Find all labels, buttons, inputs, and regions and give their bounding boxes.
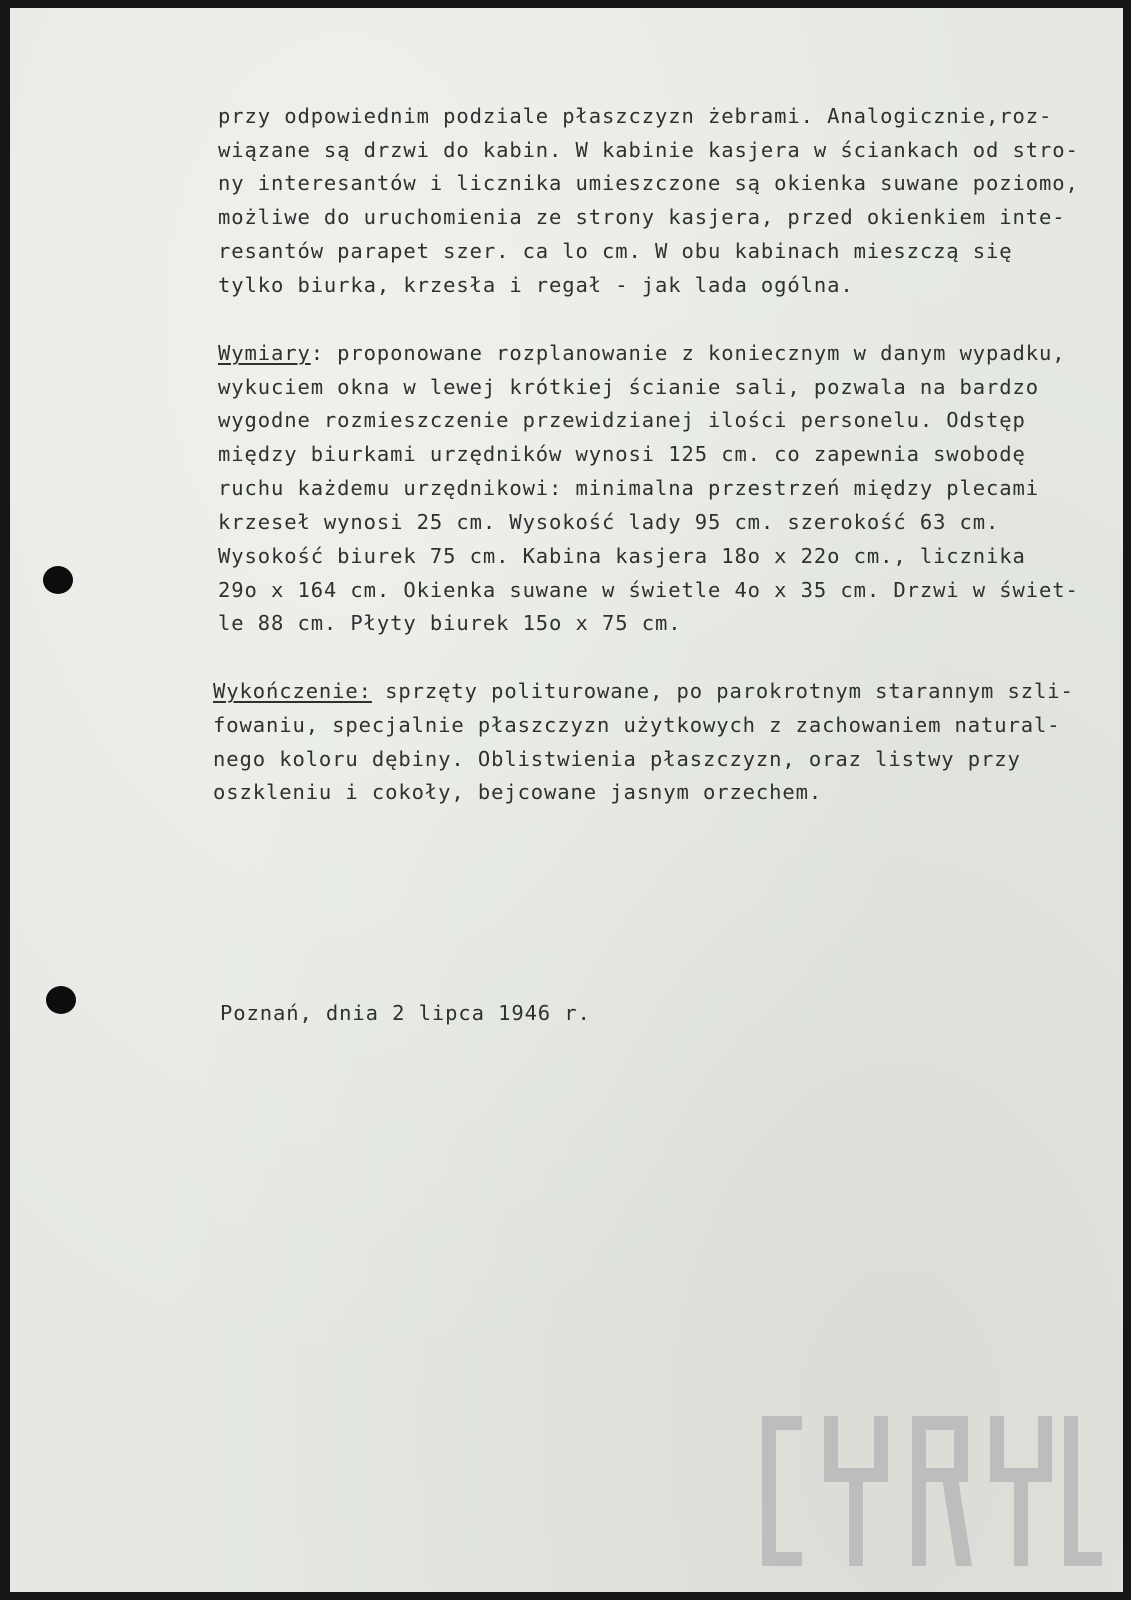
text-line: nego koloru dębiny. Oblistwienia płaszczyzn, oraz listwy przy	[213, 747, 1021, 771]
text-line: Wysokość biurek 75 cm. Kabina kasjera 18o x 22o cm., licznika	[218, 544, 1026, 568]
text-span: : proponowane rozplanowanie z koniecznym w danym wypadku,	[310, 341, 1066, 365]
text-line: wykuciem okna w lewej krótkiej ścianie sali, pozwala na bardzo	[218, 375, 1040, 399]
text-line: ny interesantów i licznika umieszczone są okienka suwane poziomo,	[218, 171, 1079, 195]
text-line: oszkleniu i cokoły, bejcowane jasnym orzechem.	[213, 780, 823, 804]
typed-text	[10, 8, 1079, 1025]
section-heading-wymiary: Wymiary	[218, 341, 311, 365]
text-line	[218, 338, 1066, 368]
text-line: tylko biurka, krzesła i regał - jak lada ogólna.	[218, 273, 854, 297]
text-line	[213, 676, 1074, 706]
text-line: wygodne rozmieszczenie przewidzianej ilości personelu. Odstęp	[218, 408, 1026, 432]
text-line: 29o x 164 cm. Okienka suwane w świetle 4o x 35 cm. Drzwi w świet-	[218, 578, 1079, 602]
text-line: między biurkami urzędników wynosi 125 cm. co zapewnia swobodę	[218, 442, 1026, 466]
cyryl-watermark-logo	[762, 1416, 1102, 1566]
text-span: sprzęty politurowane, po parokrotnym starannym szli-	[371, 679, 1074, 703]
text-line: ruchu każdemu urzędnikowi: minimalna przestrzeń między plecami	[218, 476, 1040, 500]
text-line: wiązane są drzwi do kabin. W kabinie kasjera w ściankach od stro-	[218, 138, 1079, 162]
place-date: Poznań, dnia 2 lipca 1946 r.	[220, 1001, 591, 1025]
text-line: przy odpowiednim podziale płaszczyzn żebrami. Analogicznie,roz-	[218, 104, 1053, 128]
text-line: możliwe do uruchomienia ze strony kasjera, przed okienkiem inte-	[218, 205, 1066, 229]
text-line: resantów parapet szer. ca lo cm. W obu kabinach mieszczą się	[218, 239, 1013, 263]
section-heading-wykonczenie: Wykończenie:	[213, 679, 372, 703]
text-line: krzeseł wynosi 25 cm. Wysokość lady 95 cm. szerokość 63 cm.	[218, 510, 1000, 534]
document-sheet	[10, 8, 1123, 1592]
text-line: le 88 cm. Płyty biurek 15o x 75 cm.	[218, 611, 682, 635]
punch-hole-lower	[46, 986, 76, 1014]
text-line: fowaniu, specjalnie płaszczyzn użytkowych z zachowaniem natural-	[213, 713, 1061, 737]
